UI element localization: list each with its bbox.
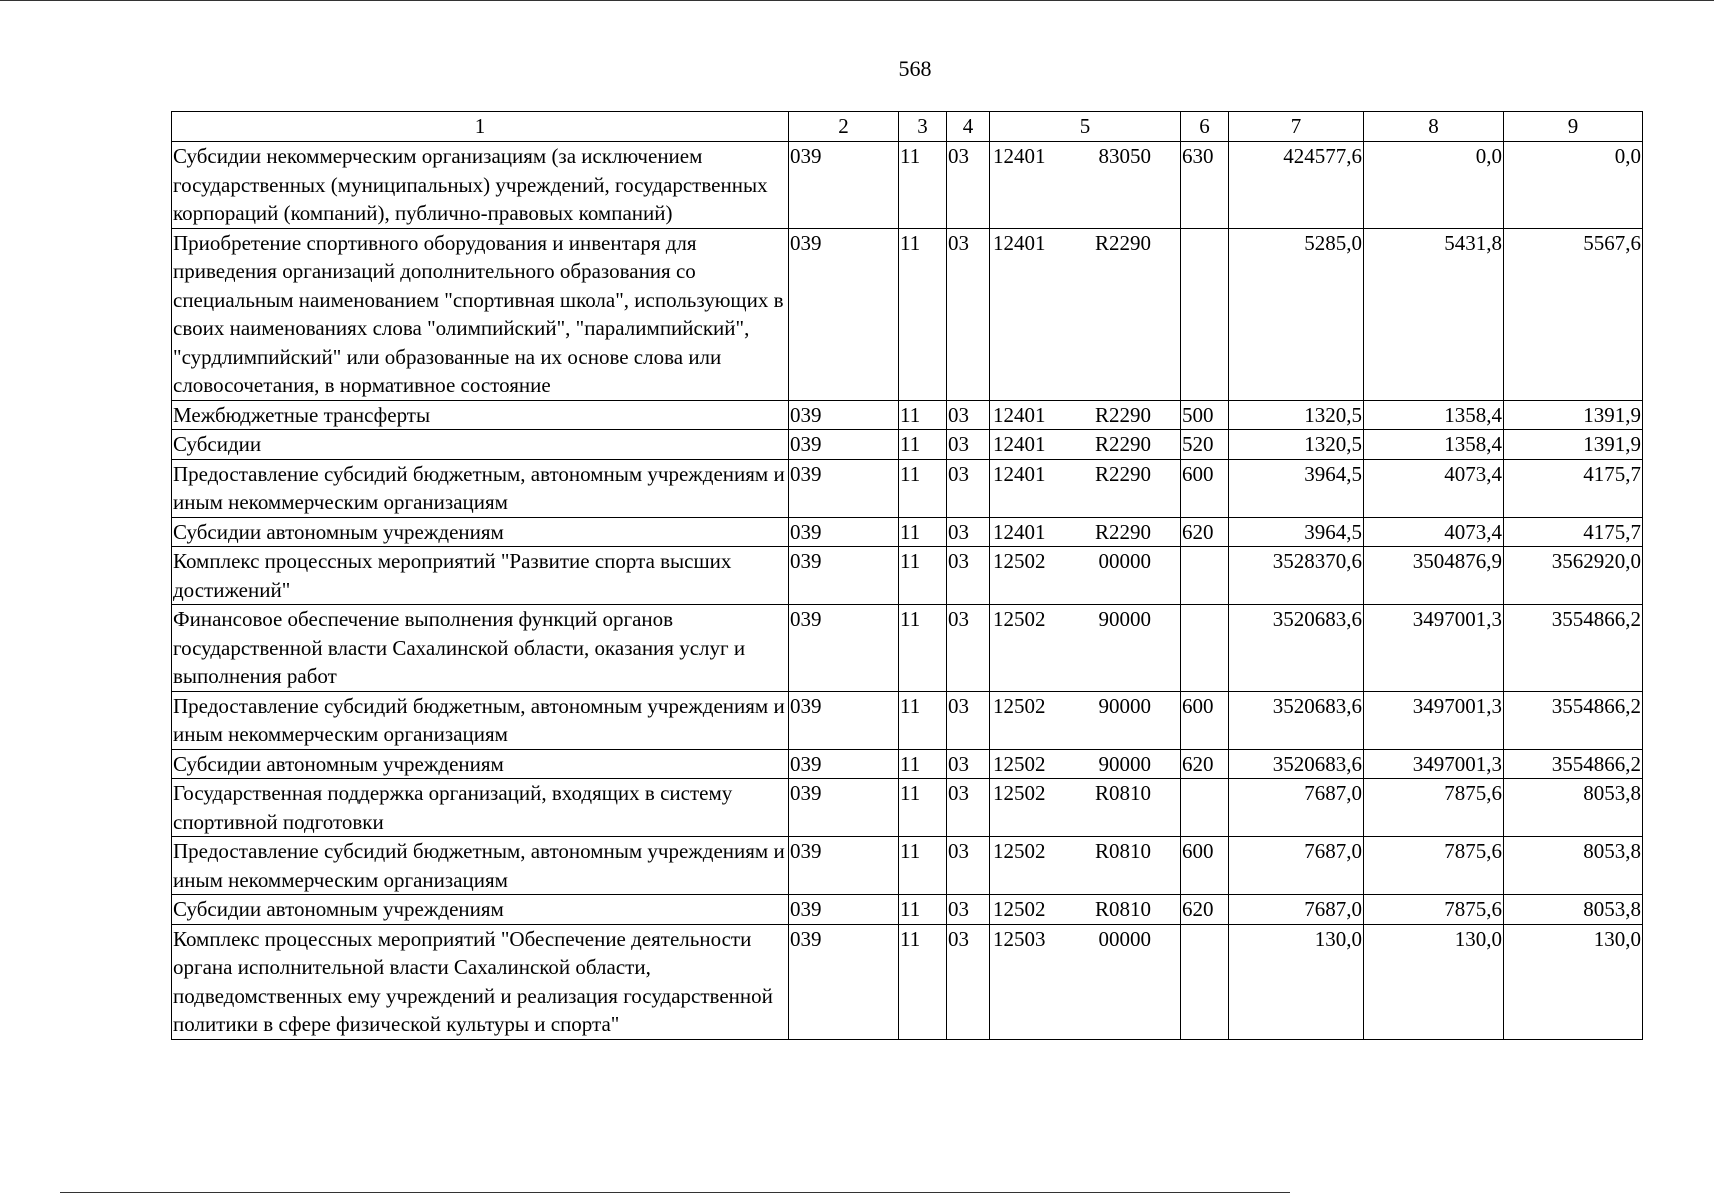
- target-article: [990, 459, 1181, 517]
- section-code: 11: [899, 779, 947, 837]
- target-article-program: 12502: [993, 751, 1046, 776]
- expense-type-code: [1181, 605, 1229, 692]
- grbs-code: 039: [789, 228, 899, 400]
- amount-col8: 4073,4: [1364, 517, 1504, 547]
- target-article: [990, 779, 1181, 837]
- section-code: 11: [899, 895, 947, 925]
- row-name: Приобретение спортивного оборудования и инвентаря для приведения организаций дополнительного образования со специальным наименованием "спортивная школа", использующих в своих наименованиях слова "олимпийский", "паралимпийский", "сурдлимпийский" или образованные на их основе слова или словосочетания, в нормативное состояние: [172, 228, 789, 400]
- section-code: 11: [899, 142, 947, 229]
- table-row: [172, 837, 1643, 895]
- amount-col8: 1358,4: [1364, 430, 1504, 460]
- page-number: 568: [898, 56, 932, 81]
- grbs-code: 039: [789, 400, 899, 430]
- table-row: [172, 430, 1643, 460]
- expense-type-code: 630: [1181, 142, 1229, 229]
- amount-col9: 0,0: [1504, 142, 1643, 229]
- amount-col7: 3964,5: [1229, 517, 1364, 547]
- target-article: [990, 924, 1181, 1039]
- subsection-code: 03: [947, 837, 990, 895]
- amount-col8: 3504876,9: [1364, 547, 1504, 605]
- grbs-code: 039: [789, 430, 899, 460]
- amount-col7: 3520683,6: [1229, 749, 1364, 779]
- expense-type-code: [1181, 547, 1229, 605]
- section-code: 11: [899, 430, 947, 460]
- column-number: 2: [789, 112, 899, 142]
- amount-col9: 3562920,0: [1504, 547, 1643, 605]
- grbs-code: 039: [789, 837, 899, 895]
- target-article-direction: 90000: [1098, 751, 1151, 776]
- target-article-direction: 00000: [1098, 926, 1151, 951]
- amount-col8: 7875,6: [1364, 895, 1504, 925]
- scan-edge-top: [0, 0, 1714, 1]
- amount-col8: 3497001,3: [1364, 691, 1504, 749]
- amount-col7: 3520683,6: [1229, 605, 1364, 692]
- amount-col9: 3554866,2: [1504, 605, 1643, 692]
- amount-col9: 8053,8: [1504, 779, 1643, 837]
- target-article-direction: 90000: [1098, 607, 1151, 631]
- target-article-program: 12401: [993, 432, 1046, 456]
- section-code: 11: [899, 547, 947, 605]
- target-article-program: 12502: [993, 549, 1046, 573]
- target-article-direction: R2290: [1094, 461, 1151, 486]
- grbs-code: 039: [789, 547, 899, 605]
- table-row: [172, 228, 1643, 400]
- amount-col8: 5431,8: [1364, 228, 1504, 400]
- amount-col7: 3528370,6: [1229, 547, 1364, 605]
- target-article-program: 12401: [993, 230, 1046, 255]
- section-code: 11: [899, 459, 947, 517]
- subsection-code: 03: [947, 691, 990, 749]
- row-name: Комплекс процессных мероприятий "Обеспечение деятельности органа исполнительной власти Сахалинской области, подведомственных ему учреждений и реализация государственной политики в сфере физической культуры и спорта": [172, 924, 789, 1039]
- amount-col9: 1391,9: [1504, 430, 1643, 460]
- column-number: 6: [1181, 112, 1229, 142]
- target-article-program: 12502: [993, 607, 1046, 631]
- table-row: [172, 400, 1643, 430]
- target-article-direction: R0810: [1094, 839, 1151, 863]
- grbs-code: 039: [789, 895, 899, 925]
- amount-col8: 7875,6: [1364, 779, 1504, 837]
- amount-col8: 0,0: [1364, 142, 1504, 229]
- row-name: Субсидии автономным учреждениям: [172, 517, 789, 547]
- amount-col7: 1320,5: [1229, 430, 1364, 460]
- expense-type-code: 600: [1181, 691, 1229, 749]
- budget-table: [171, 111, 1643, 1040]
- section-code: 11: [899, 605, 947, 692]
- grbs-code: 039: [789, 605, 899, 692]
- target-article: [990, 837, 1181, 895]
- grbs-code: 039: [789, 749, 899, 779]
- grbs-code: 039: [789, 924, 899, 1039]
- target-article: [990, 605, 1181, 692]
- target-article-direction: 00000: [1098, 549, 1151, 573]
- section-code: 11: [899, 924, 947, 1039]
- grbs-code: 039: [789, 779, 899, 837]
- section-code: 11: [899, 400, 947, 430]
- column-number: 9: [1504, 112, 1643, 142]
- grbs-code: 039: [789, 459, 899, 517]
- amount-col7: 7687,0: [1229, 779, 1364, 837]
- grbs-code: 039: [789, 691, 899, 749]
- expense-type-code: 600: [1181, 459, 1229, 517]
- column-number: 4: [947, 112, 990, 142]
- target-article: [990, 517, 1181, 547]
- amount-col9: 1391,9: [1504, 400, 1643, 430]
- table-row: [172, 924, 1643, 1039]
- amount-col9: 3554866,2: [1504, 749, 1643, 779]
- expense-type-code: [1181, 924, 1229, 1039]
- target-article-direction: 83050: [1098, 144, 1151, 168]
- target-article-program: 12502: [993, 781, 1046, 805]
- row-name: Государственная поддержка организаций, входящих в систему спортивной подготовки: [172, 779, 789, 837]
- subsection-code: 03: [947, 895, 990, 925]
- subsection-code: 03: [947, 459, 990, 517]
- target-article: [990, 895, 1181, 925]
- column-number-row: [172, 112, 1643, 142]
- expense-type-code: 520: [1181, 430, 1229, 460]
- amount-col9: 8053,8: [1504, 895, 1643, 925]
- expense-type-code: 620: [1181, 749, 1229, 779]
- target-article-program: 12401: [993, 402, 1046, 427]
- amount-col9: 8053,8: [1504, 837, 1643, 895]
- column-number: 5: [990, 112, 1181, 142]
- row-name: Комплекс процессных мероприятий "Развитие спорта высших достижений": [172, 547, 789, 605]
- row-name: Субсидии: [172, 430, 789, 460]
- target-article-direction: R2290: [1094, 402, 1151, 427]
- table-row: [172, 459, 1643, 517]
- target-article-direction: R2290: [1094, 519, 1151, 544]
- expense-type-code: 620: [1181, 517, 1229, 547]
- subsection-code: 03: [947, 430, 990, 460]
- column-number: 1: [172, 112, 789, 142]
- amount-col7: 7687,0: [1229, 895, 1364, 925]
- target-article-direction: R2290: [1094, 432, 1151, 456]
- subsection-code: 03: [947, 749, 990, 779]
- amount-col8: 130,0: [1364, 924, 1504, 1039]
- subsection-code: 03: [947, 228, 990, 400]
- subsection-code: 03: [947, 779, 990, 837]
- column-number: 7: [1229, 112, 1364, 142]
- amount-col9: 3554866,2: [1504, 691, 1643, 749]
- table-row: [172, 895, 1643, 925]
- grbs-code: 039: [789, 517, 899, 547]
- table-row: [172, 691, 1643, 749]
- section-code: 11: [899, 691, 947, 749]
- amount-col9: 5567,6: [1504, 228, 1643, 400]
- section-code: 11: [899, 749, 947, 779]
- expense-type-code: [1181, 228, 1229, 400]
- subsection-code: 03: [947, 142, 990, 229]
- target-article-program: 12401: [993, 461, 1046, 486]
- amount-col8: 3497001,3: [1364, 749, 1504, 779]
- expense-type-code: 620: [1181, 895, 1229, 925]
- subsection-code: 03: [947, 400, 990, 430]
- table-row: [172, 749, 1643, 779]
- target-article: [990, 547, 1181, 605]
- target-article: [990, 430, 1181, 460]
- amount-col7: 3520683,6: [1229, 691, 1364, 749]
- table-row: [172, 517, 1643, 547]
- amount-col7: 5285,0: [1229, 228, 1364, 400]
- amount-col7: 1320,5: [1229, 400, 1364, 430]
- row-name: Предоставление субсидий бюджетным, автономным учреждениям и иным некоммерческим организациям: [172, 837, 789, 895]
- subsection-code: 03: [947, 605, 990, 692]
- row-name: Субсидии автономным учреждениям: [172, 895, 789, 925]
- column-number: 8: [1364, 112, 1504, 142]
- target-article-direction: R0810: [1094, 897, 1151, 921]
- expense-type-code: 600: [1181, 837, 1229, 895]
- target-article-program: 12502: [993, 693, 1046, 718]
- grbs-code: 039: [789, 142, 899, 229]
- row-name: Межбюджетные трансферты: [172, 400, 789, 430]
- target-article-direction: 90000: [1098, 693, 1151, 718]
- amount-col7: 3964,5: [1229, 459, 1364, 517]
- amount-col9: 4175,7: [1504, 517, 1643, 547]
- table-row: [172, 142, 1643, 229]
- scan-edge-bottom: [60, 1192, 1290, 1193]
- section-code: 11: [899, 517, 947, 547]
- target-article-program: 12502: [993, 839, 1046, 863]
- expense-type-code: 500: [1181, 400, 1229, 430]
- column-number: 3: [899, 112, 947, 142]
- amount-col8: 3497001,3: [1364, 605, 1504, 692]
- amount-col7: 424577,6: [1229, 142, 1364, 229]
- amount-col9: 130,0: [1504, 924, 1643, 1039]
- target-article-program: 12401: [993, 144, 1046, 168]
- target-article-program: 12503: [993, 926, 1046, 951]
- row-name: Предоставление субсидий бюджетным, автономным учреждениям и иным некоммерческим организациям: [172, 459, 789, 517]
- subsection-code: 03: [947, 517, 990, 547]
- table-row: [172, 779, 1643, 837]
- target-article: [990, 142, 1181, 229]
- target-article: [990, 749, 1181, 779]
- row-name: Предоставление субсидий бюджетным, автономным учреждениям и иным некоммерческим организациям: [172, 691, 789, 749]
- section-code: 11: [899, 228, 947, 400]
- target-article: [990, 400, 1181, 430]
- amount-col7: 7687,0: [1229, 837, 1364, 895]
- target-article-direction: R2290: [1094, 230, 1151, 255]
- section-code: 11: [899, 837, 947, 895]
- row-name: Субсидии автономным учреждениям: [172, 749, 789, 779]
- target-article: [990, 228, 1181, 400]
- table-row: [172, 605, 1643, 692]
- amount-col8: 4073,4: [1364, 459, 1504, 517]
- table-row: [172, 547, 1643, 605]
- target-article-program: 12502: [993, 897, 1046, 921]
- expense-type-code: [1181, 779, 1229, 837]
- target-article: [990, 691, 1181, 749]
- row-name: Субсидии некоммерческим организациям (за исключением государственных (муниципальных) учреждений, государственных корпораций (компаний), публично-правовых компаний): [172, 142, 789, 229]
- subsection-code: 03: [947, 547, 990, 605]
- target-article-direction: R0810: [1094, 781, 1151, 805]
- row-name: Финансовое обеспечение выполнения функций органов государственной власти Сахалинской области, оказания услуг и выполнения работ: [172, 605, 789, 692]
- amount-col8: 1358,4: [1364, 400, 1504, 430]
- amount-col8: 7875,6: [1364, 837, 1504, 895]
- amount-col9: 4175,7: [1504, 459, 1643, 517]
- target-article-program: 12401: [993, 519, 1046, 544]
- amount-col7: 130,0: [1229, 924, 1364, 1039]
- subsection-code: 03: [947, 924, 990, 1039]
